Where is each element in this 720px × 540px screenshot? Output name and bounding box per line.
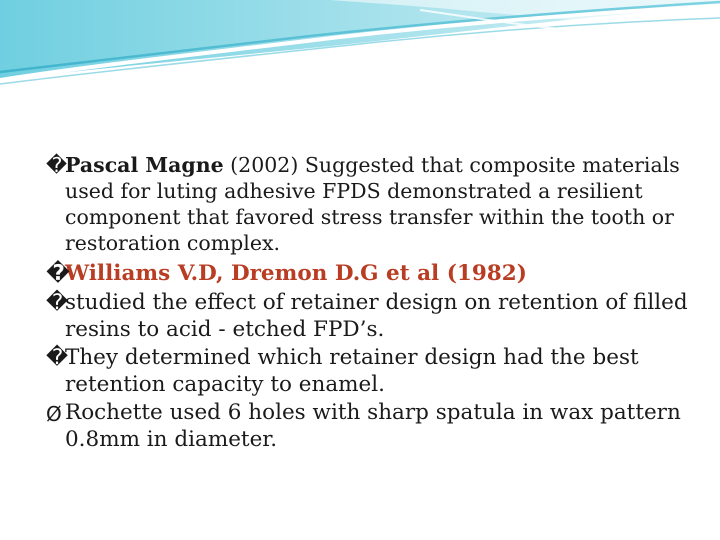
paragraph-text: studied the effect of retainer design on retention of filled resins to acid - etched FPD’s. bbox=[65, 290, 688, 342]
bullet-icon: � bbox=[46, 261, 70, 286]
paragraph-text: (2002) Suggested that composite materials used for luting adhesive FPDS demonstrated a resilient component that favored stress transfer within the tooth or restoration complex. bbox=[65, 153, 680, 255]
decorative-wave-banner bbox=[0, 0, 720, 90]
slide-body bbox=[46, 152, 696, 453]
heading-williams bbox=[46, 260, 696, 288]
paragraph-text: Rochette used 6 holes with sharp spatula in wax pattern 0.8mm in diameter. bbox=[65, 400, 681, 452]
paragraph-retention-capacity bbox=[46, 345, 696, 398]
bullet-icon: � bbox=[46, 153, 68, 177]
arrow-bullet-icon: Ø bbox=[46, 402, 62, 426]
paragraph-pascal-magne bbox=[46, 152, 696, 256]
paragraph-retainer-study bbox=[46, 290, 696, 343]
paragraph-rochette bbox=[46, 400, 696, 453]
bullet-icon: � bbox=[46, 345, 69, 370]
heading-text: Williams V.D, Dremon D.G et al (1982) bbox=[65, 261, 527, 286]
paragraph-text: They determined which retainer design had the best retention capacity to enamel. bbox=[65, 345, 639, 397]
bullet-icon: � bbox=[46, 290, 69, 315]
author-name: Pascal Magne bbox=[65, 153, 224, 177]
